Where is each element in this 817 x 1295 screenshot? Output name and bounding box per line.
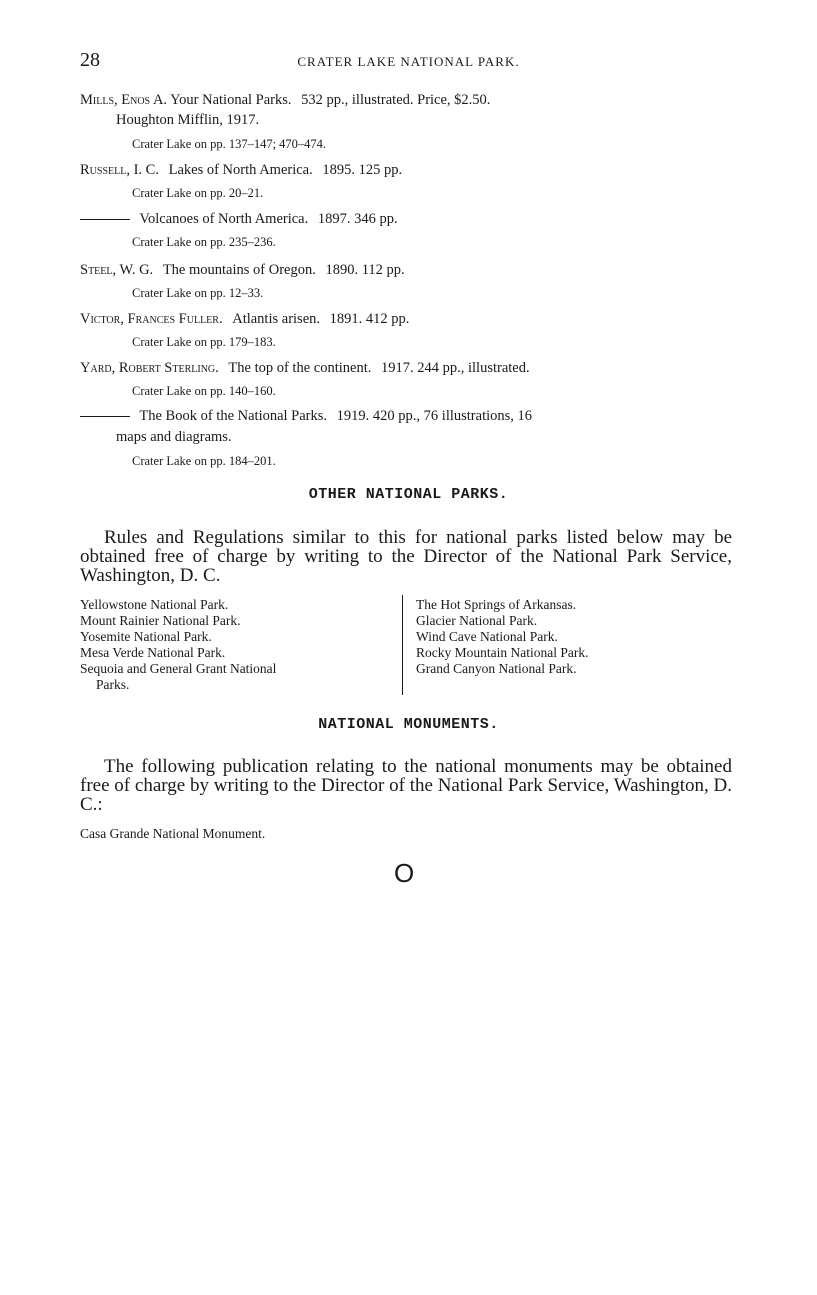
reference-details: 1890. 112 pp. [325,262,405,278]
reference-publisher: Houghton Mifflin, 1917. [116,112,260,128]
reference-note: Crater Lake on pp. 235–236. [132,235,276,249]
reference-title: Volcanoes of North America. [139,211,309,227]
park-list-item: Parks. [96,677,130,692]
reference-yard-continent [80,360,530,377]
reference-details: 532 pp., illustrated. Price, $2.50. [301,92,491,108]
park-list-item: Wind Cave National Park. [416,629,558,644]
reference-details: 1917. 244 pp., illustrated. [380,360,530,376]
end-mark: O [394,858,415,888]
reference-author: Mills, Enos A. [80,92,168,108]
park-list-item: Grand Canyon National Park. [416,661,577,676]
reference-steel [80,262,405,279]
reference-note: Crater Lake on pp. 137–147; 470–474. [132,137,327,151]
reference-details: 1897. 346 pp. [317,211,398,227]
page-number: 28 [80,49,100,71]
park-list-item: Yellowstone National Park. [80,597,229,612]
park-list-item: Rocky Mountain National Park. [416,645,589,660]
park-list-item: Yosemite National Park. [80,629,212,644]
park-list-item: The Hot Springs of Arkansas. [416,597,577,612]
reference-details: 1919. 420 pp., 76 illustrations, 16 [336,408,533,424]
reference-note: Crater Lake on pp. 184–201. [132,454,276,468]
reference-title: The mountains of Oregon. [162,262,316,278]
reference-author: Yard, Robert Sterling. [80,360,219,376]
reference-title: The top of the continent. [228,360,372,376]
monuments-heading: NATIONAL MONUMENTS. [318,716,499,733]
running-head: CRATER LAKE NATIONAL PARK. [297,54,520,69]
ditto-dash [80,416,130,417]
reference-author: Russell, I. C. [80,162,159,178]
park-list-item: Mount Rainier National Park. [80,613,241,628]
reference-author: Victor, Frances Fuller. [80,311,223,327]
column-divider [402,595,403,695]
reference-note: Crater Lake on pp. 20–21. [132,186,264,200]
park-list-item: Mesa Verde National Park. [80,645,226,660]
reference-title: Lakes of North America. [168,162,313,178]
park-list-item: Glacier National Park. [416,613,538,628]
reference-title: Your National Parks. [170,92,292,108]
reference-details: 1895. 125 pp. [322,162,403,178]
other-parks-intro: Rules and Regulations similar to this for national parks listed below may be obtained free of charge by writing to the Director of the National Park Service, Washington, D. C. [80,527,732,586]
monuments-intro: The following publication relating to the national monuments may be obtained free of charge by writing to the Director of the National Park Service, Washington, D. C.: [80,756,732,815]
monument-list-item: Casa Grande National Monument. [80,826,266,841]
reference-continuation: maps and diagrams. [116,429,232,445]
reference-note: Crater Lake on pp. 12–33. [132,286,264,300]
reference-russell-volcanoes [80,211,398,228]
reference-note: Crater Lake on pp. 140–160. [132,384,276,398]
ditto-dash [80,219,130,220]
reference-title: The Book of the National Parks. [139,408,328,424]
reference-details: 1891. 412 pp. [329,311,410,327]
reference-note: Crater Lake on pp. 179–183. [132,335,276,349]
reference-russell-lakes [80,162,402,179]
other-parks-heading: OTHER NATIONAL PARKS. [308,486,509,503]
reference-victor [80,311,409,328]
park-list-item: Sequoia and General Grant National [80,661,277,676]
reference-yard-book [80,408,532,425]
reference-author: Steel, W. G. [80,262,154,278]
reference-mills [80,92,490,109]
reference-title: Atlantis arisen. [232,311,321,327]
